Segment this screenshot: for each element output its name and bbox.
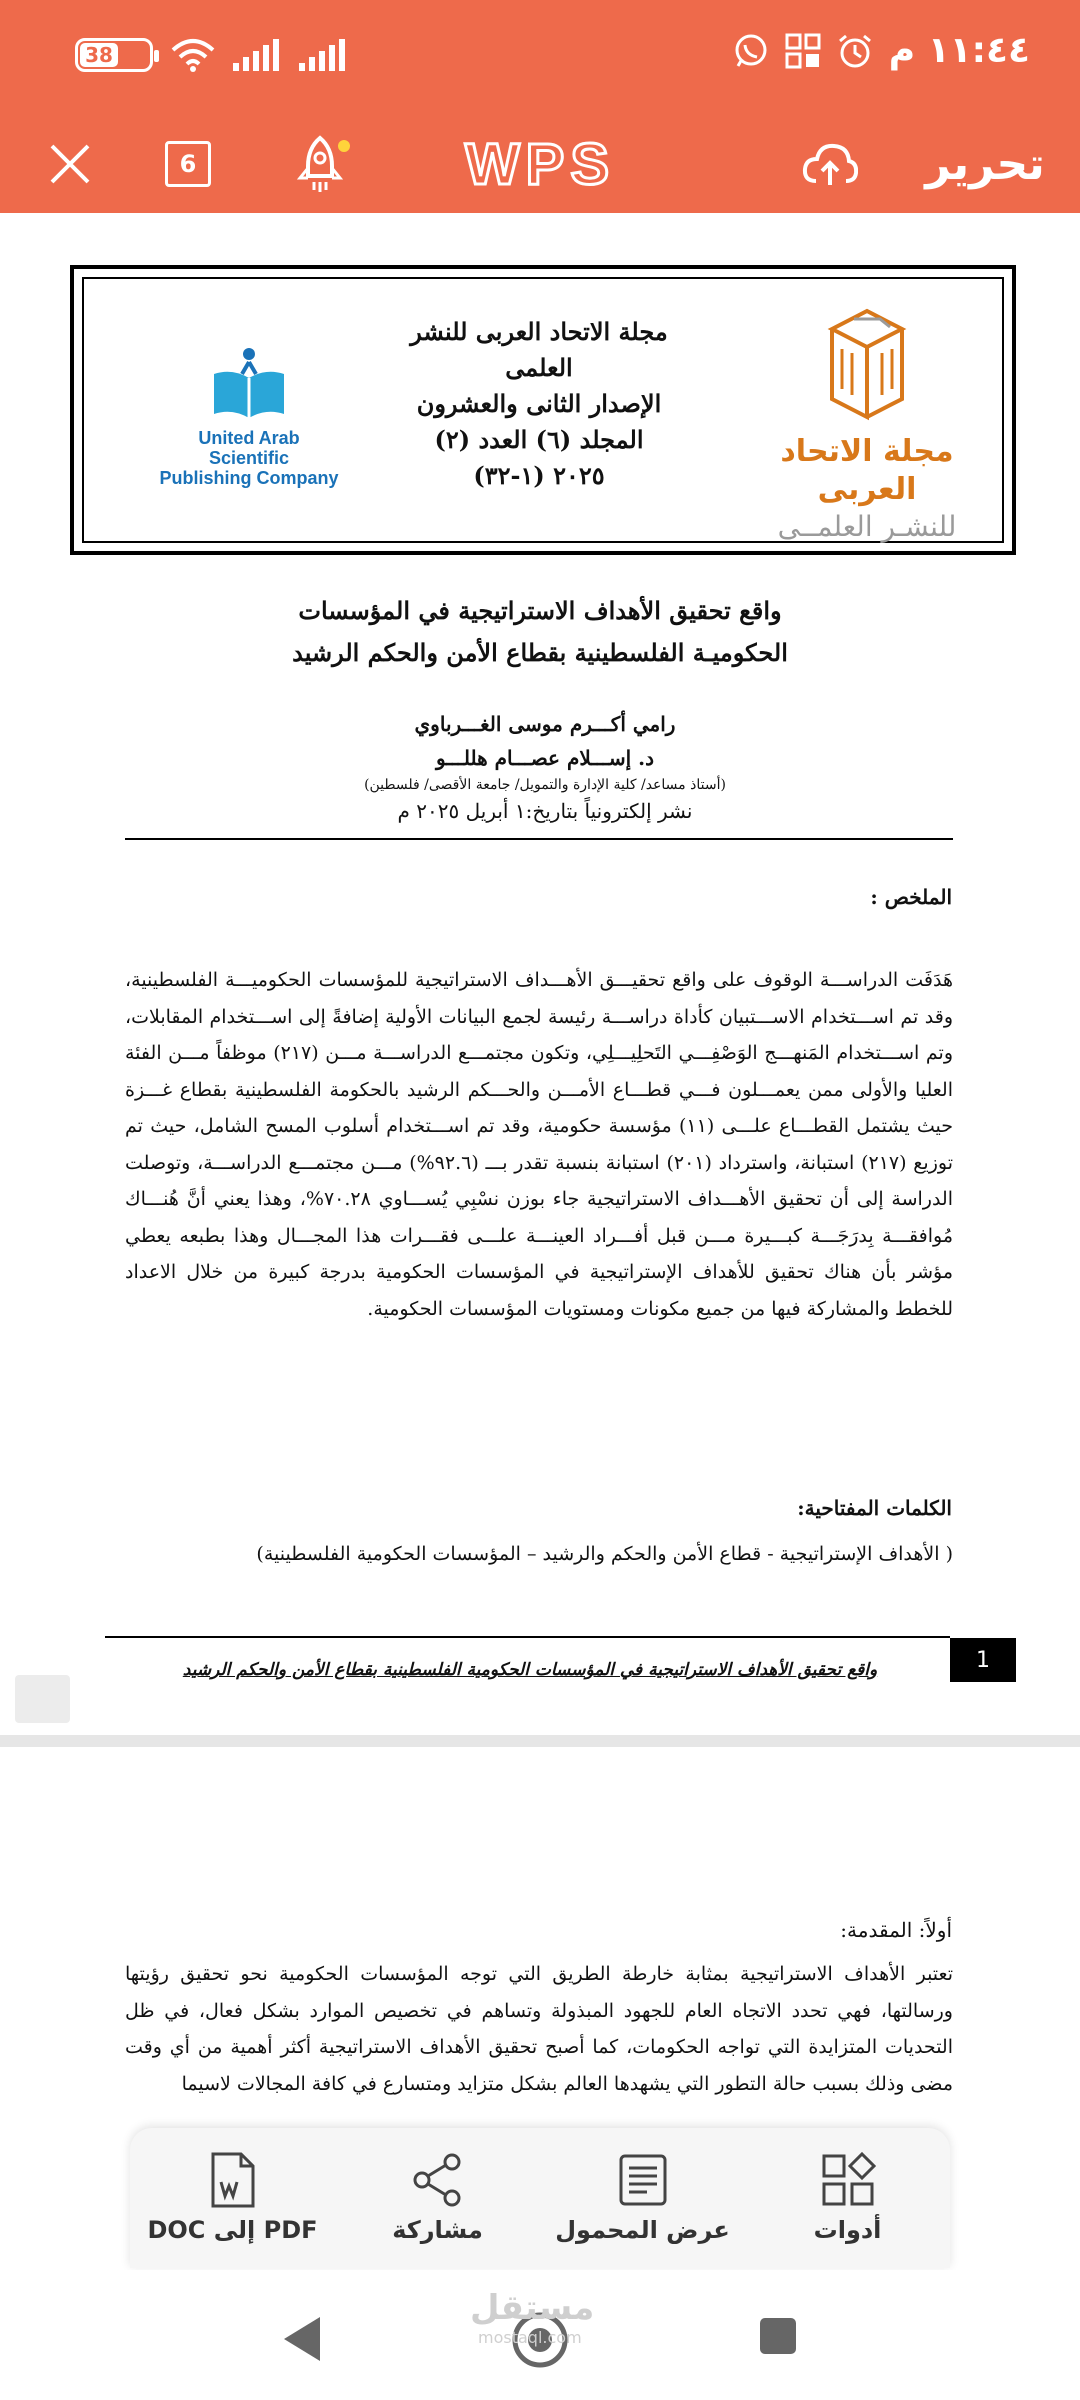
introduction-text: تعتبر الأهداف الاستراتيجية بمثابة خارطة الطريق التي توجه المؤسسات الحكومية نحو تحقيق رؤيتها ورسالتها، فهي تحدد الاتجاه العام للجهود المبذولة وتساهم في تخصيص الموارد بشكل فعال، في ظل التحديات المتزايدة التي تواجه الحكومات، كما أصبح تحقيق الأهداف الاستراتيجية أكثر أهمية من أي وقت مضى وذلك بسبب حالة التطور التي يشهدها العالم بشكل متزايد ومتسارع في كافة المجالات لاسيما — [125, 1963, 953, 2095]
open-book-logo-icon — [204, 344, 294, 424]
status-bar — [0, 0, 1080, 115]
battery-icon — [75, 38, 153, 72]
rocket-icon — [288, 132, 352, 196]
mobile-view-button[interactable] — [553, 2152, 733, 2244]
paper-title-line1: واقع تحقيق الأهداف الاستراتيجية في المؤسسات — [298, 596, 782, 625]
journal-name: مجلة الاتحاد العربى للنشر العلمى — [410, 317, 668, 382]
introduction-heading: أولاً: المقدمة: — [840, 1918, 952, 1942]
paper-title — [130, 590, 950, 674]
mobile-view-label: عرض المحمول — [555, 2216, 730, 2244]
journal-volume: المجلد (٦) العدد (٢) — [434, 425, 644, 454]
notification-dot — [338, 140, 350, 152]
journal-logo-name: مجلة الاتحاد العربى — [780, 434, 954, 507]
close-button[interactable] — [40, 115, 100, 213]
bottom-action-bar — [130, 2128, 950, 2268]
title-divider — [125, 838, 953, 840]
signal-icon — [233, 39, 281, 71]
tools-icon — [820, 2152, 876, 2208]
journal-logo — [752, 299, 982, 545]
edit-button[interactable] — [920, 115, 1050, 213]
recent-apps-icon[interactable] — [758, 2316, 798, 2356]
abstract-heading: الملخص : — [870, 885, 952, 909]
keywords-text: ( الأهداف الإستراتيجية - قطاع الأمن والحكم والرشيد – المؤسسات الحكومية الفلسطينية) — [256, 1543, 953, 1565]
watermark: مستقل — [470, 2288, 595, 2328]
whatsapp-icon — [733, 33, 769, 69]
footer-divider — [105, 1636, 950, 1638]
share-icon — [410, 2152, 466, 2208]
back-icon[interactable] — [280, 2315, 324, 2363]
publisher-logo — [159, 344, 339, 488]
mobile-view-icon — [615, 2152, 671, 2208]
signal-icon-2 — [299, 39, 347, 71]
watermark-url: mostaql.com — [478, 2328, 582, 2347]
journal-header — [70, 265, 1016, 555]
app-toolbar — [0, 115, 1080, 213]
journal-pages-year: (١-٣٢) ٢٠٢٥ — [473, 461, 605, 490]
journal-issue-edition: الإصدار الثانى والعشرون — [416, 389, 662, 418]
wps-logo: WPS — [464, 131, 616, 197]
books-box-logo-icon — [802, 299, 932, 429]
publisher-logo-line2: Publishing Company — [159, 468, 339, 488]
clock: ١١:٤٤ م — [888, 30, 1030, 71]
upload-button[interactable] — [795, 115, 865, 213]
close-icon — [48, 142, 92, 186]
alarm-icon — [837, 33, 873, 69]
abstract-text: هَدَفَت الدراســـة الوقوف على واقع تحقيـــق الأهـــداف الاستراتيجية للمؤسسات الحكوميـــة الفلسطينية، وقد تم اســـتخدام الاســـتبيان كأداة دراســـة رئيسة لجمع البيانات الأولية إضافةً إلى اســـتخدام المقابلات، وتم اســـتخدام المَنهـــج الوَصْفِـــي التَحلِيـــلِي، وتكون مجتمـــع الدراســـة مـــن (٢١٧) موظفاً مـــن الفئة العليا والأولى ممن يعمـــلون فـــي قطـــاع الأمـــن والحـــكم الرشيد بالحكومة الفلسطينية بقطاع غـــزة حيث يشتمل القطـــاع علـــى (١١) مؤسسة حكومية، وقد تم اســـتخدام أسلوب المسح الشامل، حيث تم توزيع (٢١٧) استبانة، واسترداد (٢٠١) استبانة بنسبة تقدر بـــ (٩٢.٦%) مـــن مجتمـــع الدراســـة، وتوصلت الدراسة إلى أن تحقيق الأهـــداف الاستراتيجية جاء بوزن نسْبِي يُســـاوي ٧٠.٢٨%، وهذا يعني أنَّ هُنـــاك مُوافقـــة بِدرَجَـــة كبـــيرة مـــن قبل أفـــراد العينـــة علـــى فقـــرات هذا المجـــال وهذا بطبعه يعطي مؤشر بأن هناك تحقيق للأهداف الإستراتيجية في المؤسسات الحكومية بدرجة كبيرة من خلال الاعداد للخطط والمشاركة فيها من جميع مكونات ومستويات المؤسسات الحكومية. — [125, 969, 953, 1320]
pdf-to-doc-icon — [207, 2152, 259, 2208]
publication-date: نشر إلكترونياً بتاريخ:١ أبريل ٢٠٢٥ م — [397, 799, 693, 823]
rocket-button[interactable] — [280, 115, 360, 213]
tabs-button[interactable] — [160, 115, 216, 213]
page-number: 1 — [950, 1638, 1016, 1682]
journal-logo-subname: للنشـر العلمــى — [777, 510, 957, 543]
cloud-upload-icon — [802, 141, 858, 187]
journal-info — [374, 314, 704, 494]
keywords-heading: الكلمات المفتاحية: — [797, 1496, 952, 1520]
pdf-to-doc-button[interactable] — [143, 2152, 323, 2244]
wifi-icon — [171, 38, 215, 72]
share-button[interactable] — [348, 2152, 528, 2244]
author-1: رامي أكـــرم موسى الغـــرباوي — [414, 712, 676, 736]
authors-block — [200, 707, 890, 827]
battery-level: 38 — [80, 43, 118, 67]
pdf-to-doc-label: DOC إلى PDF — [147, 2216, 318, 2244]
tabs-count: 6 — [165, 141, 211, 187]
edit-label: تحرير — [925, 138, 1045, 190]
paper-title-line2: الحكوميـة الفلسطينية بقطاع الأمن والحكم الرشيد — [292, 638, 788, 667]
app-grid-icon — [785, 33, 821, 69]
publisher-logo-line1: United Arab Scientific — [198, 428, 300, 468]
running-footer-title: واقع تحقيق الأهداف الاستراتيجية في المؤسسات الحكومية الفلسطينية بقطاع الأمن والحكم الرشيد — [182, 1660, 878, 1680]
tools-label: أدوات — [813, 2216, 882, 2244]
page-separator — [0, 1735, 1080, 1747]
tools-button[interactable] — [758, 2152, 938, 2244]
author-2: د. إســـلام عصـــام هللـــو — [436, 746, 654, 770]
share-label: مشاركة — [392, 2216, 483, 2244]
author-affiliation: (أستاذ مساعد/ كلية الإدارة والتمويل/ جامعة الأقصى/ فلسطين) — [364, 777, 726, 793]
side-panel-handle[interactable] — [15, 1675, 70, 1723]
